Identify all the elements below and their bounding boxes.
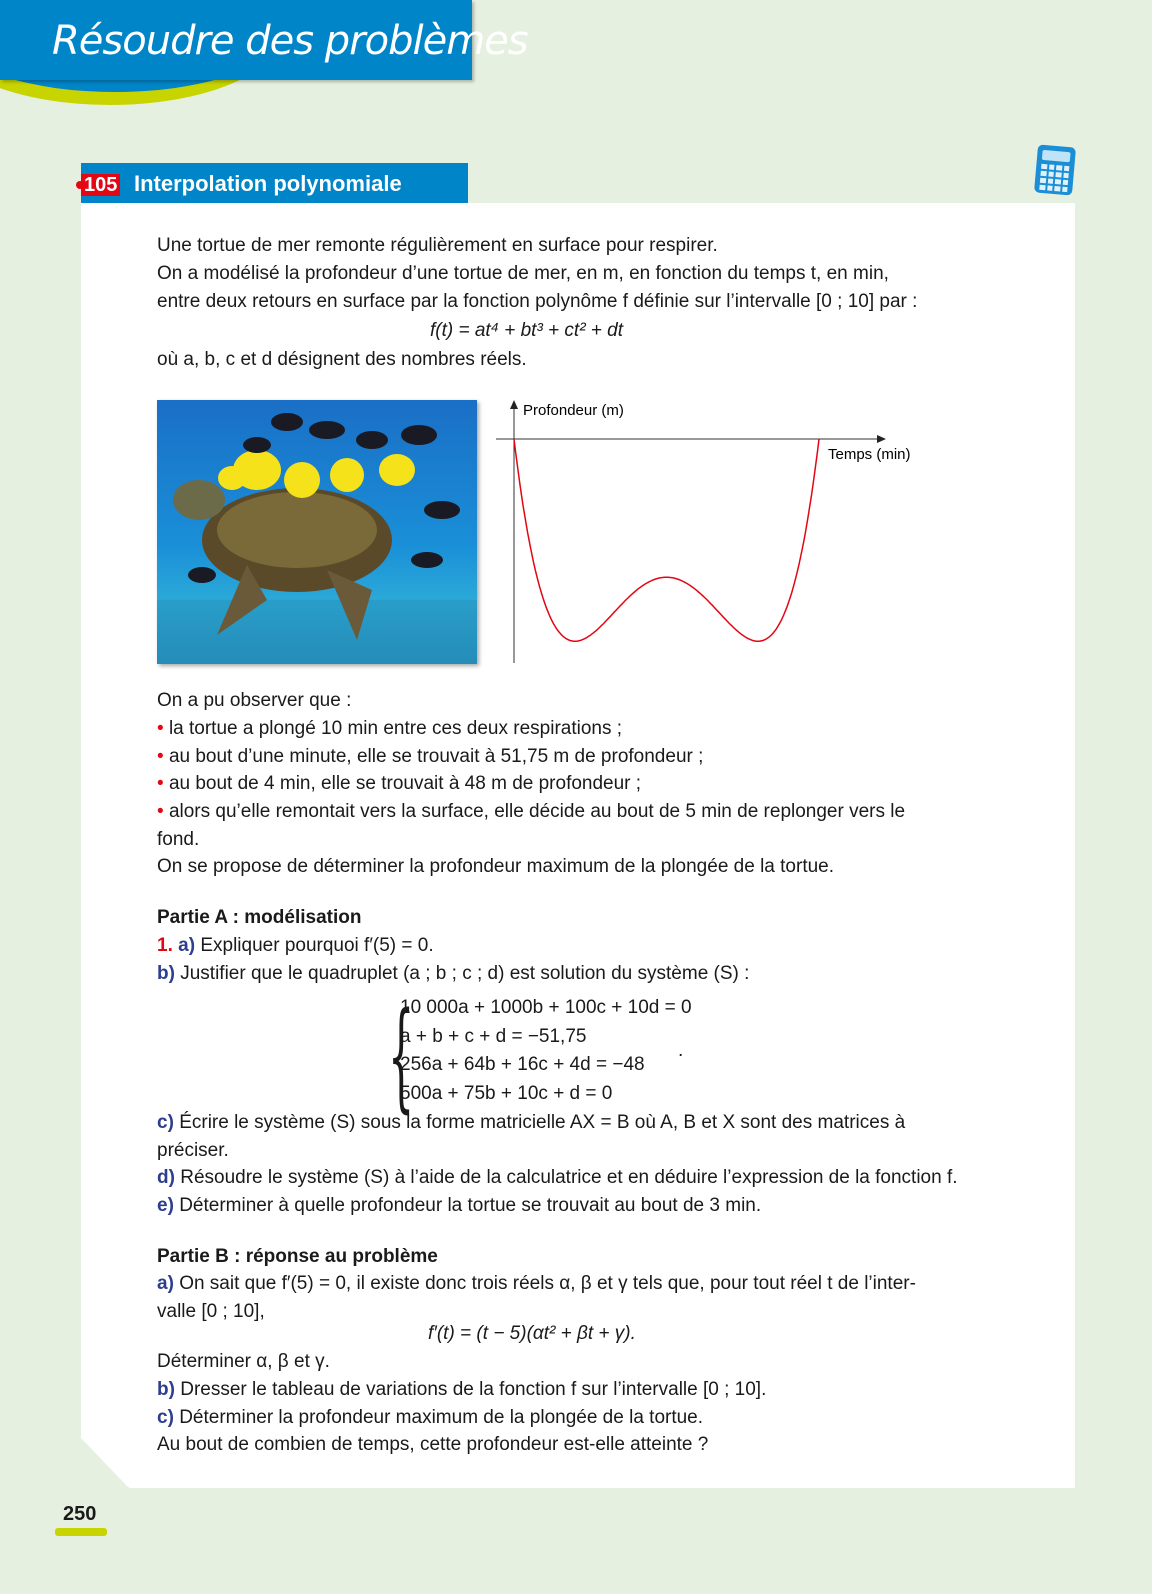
equation: 10 000a + 1000b + 100c + 10d = 0: [400, 997, 692, 1018]
question-1a: 1. a) Expliquer pourquoi f′(5) = 0.: [157, 935, 434, 956]
equation: 256a + 64b + 16c + 4d = −48: [400, 1054, 645, 1075]
x-axis-arrow: [877, 435, 886, 443]
y-axis-label: Profondeur (m): [523, 402, 624, 419]
equation: 500a + 75b + 10c + d = 0: [400, 1082, 613, 1104]
question-1b: b) Justifier que le quadruplet (a ; b ; c ; d) est solution du système (S) :: [157, 963, 750, 984]
question-b-a-ask: Déterminer α, β et γ.: [157, 1351, 330, 1372]
depth-graph: [490, 398, 930, 673]
depth-curve: [514, 439, 819, 641]
section-title: Résoudre des problèmes: [52, 18, 528, 64]
exercise-card: [81, 203, 1075, 1488]
question-b-a-cont: valle [0 ; 10],: [157, 1301, 265, 1322]
page-number-underline: [55, 1528, 107, 1536]
question-1c-cont: préciser.: [157, 1140, 229, 1161]
sea-turtle-photo: [157, 400, 477, 664]
observation-item: • au bout d’une minute, elle se trouvait à 51,75 m de profondeur ;: [157, 746, 704, 767]
y-axis-arrow: [510, 400, 518, 409]
exercise-number: 105: [81, 174, 120, 196]
observation-cont: fond.: [157, 829, 200, 850]
goal-text: On se propose de déterminer la profondeur maximum de la plongée de la tortue.: [157, 856, 835, 877]
part-a-title: Partie A : modélisation: [157, 907, 362, 928]
intro-line: On a modélisé la profondeur d’une tortue de mer, en m, en fonction du temps t, en min,: [157, 263, 889, 284]
intro-line: où a, b, c et d désignent des nombres réels.: [157, 349, 527, 370]
equation: a + b + c + d = −51,75: [400, 1025, 587, 1047]
question-b-b: b) Dresser le tableau de variations de la fonction f sur l’intervalle [0 ; 10].: [157, 1379, 767, 1400]
part-b-title: Partie B : réponse au problème: [157, 1246, 438, 1267]
system-brace: {: [388, 986, 415, 1124]
observation-item: • alors qu’elle remontait vers la surface, elle décide au bout de 5 min de replonger vers le: [157, 801, 906, 822]
exercise-title: Interpolation polynomiale: [134, 171, 402, 196]
question-b-c-cont: Au bout de combien de temps, cette profondeur est-elle atteinte ?: [157, 1434, 709, 1455]
x-axis-label: Temps (min): [828, 446, 911, 463]
question-1d: d) Résoudre le système (S) à l’aide de la calculatrice et en déduire l’expression de la fonction f.: [157, 1167, 958, 1188]
polynomial-formula: f(t) = at⁴ + bt³ + ct² + dt: [430, 320, 624, 341]
intro-line: entre deux retours en surface par la fonction polynôme f définie sur l’intervalle [0 ; 10] par :: [157, 291, 918, 312]
derivative-formula: f′(t) = (t − 5)(αt² + βt + γ).: [428, 1323, 636, 1344]
observations-lead: On a pu observer que :: [157, 690, 352, 711]
question-1e: e) Déterminer à quelle profondeur la tortue se trouvait au bout de 3 min.: [157, 1195, 762, 1216]
system-period: .: [678, 1040, 684, 1061]
equation-system: [400, 994, 692, 1108]
question-b-c: c) Déterminer la profondeur maximum de la plongée de la tortue.: [157, 1407, 704, 1428]
calculator-icon: [1034, 144, 1076, 195]
intro-line: Une tortue de mer remonte régulièrement en surface pour respirer.: [157, 235, 718, 256]
observation-item: • la tortue a plongé 10 min entre ces deux respirations ;: [157, 718, 623, 739]
observation-item: • au bout de 4 min, elle se trouvait à 48 m de profondeur ;: [157, 773, 642, 794]
page-number: 250: [63, 1503, 97, 1525]
question-b-a: a) On sait que f′(5) = 0, il existe donc trois réels α, β et γ tels que, pour tout réel t de l’inter-: [157, 1273, 916, 1294]
question-1c: c) Écrire le système (S) sous la forme matricielle AX = B où A, B et X sont des matrices à: [157, 1112, 906, 1133]
